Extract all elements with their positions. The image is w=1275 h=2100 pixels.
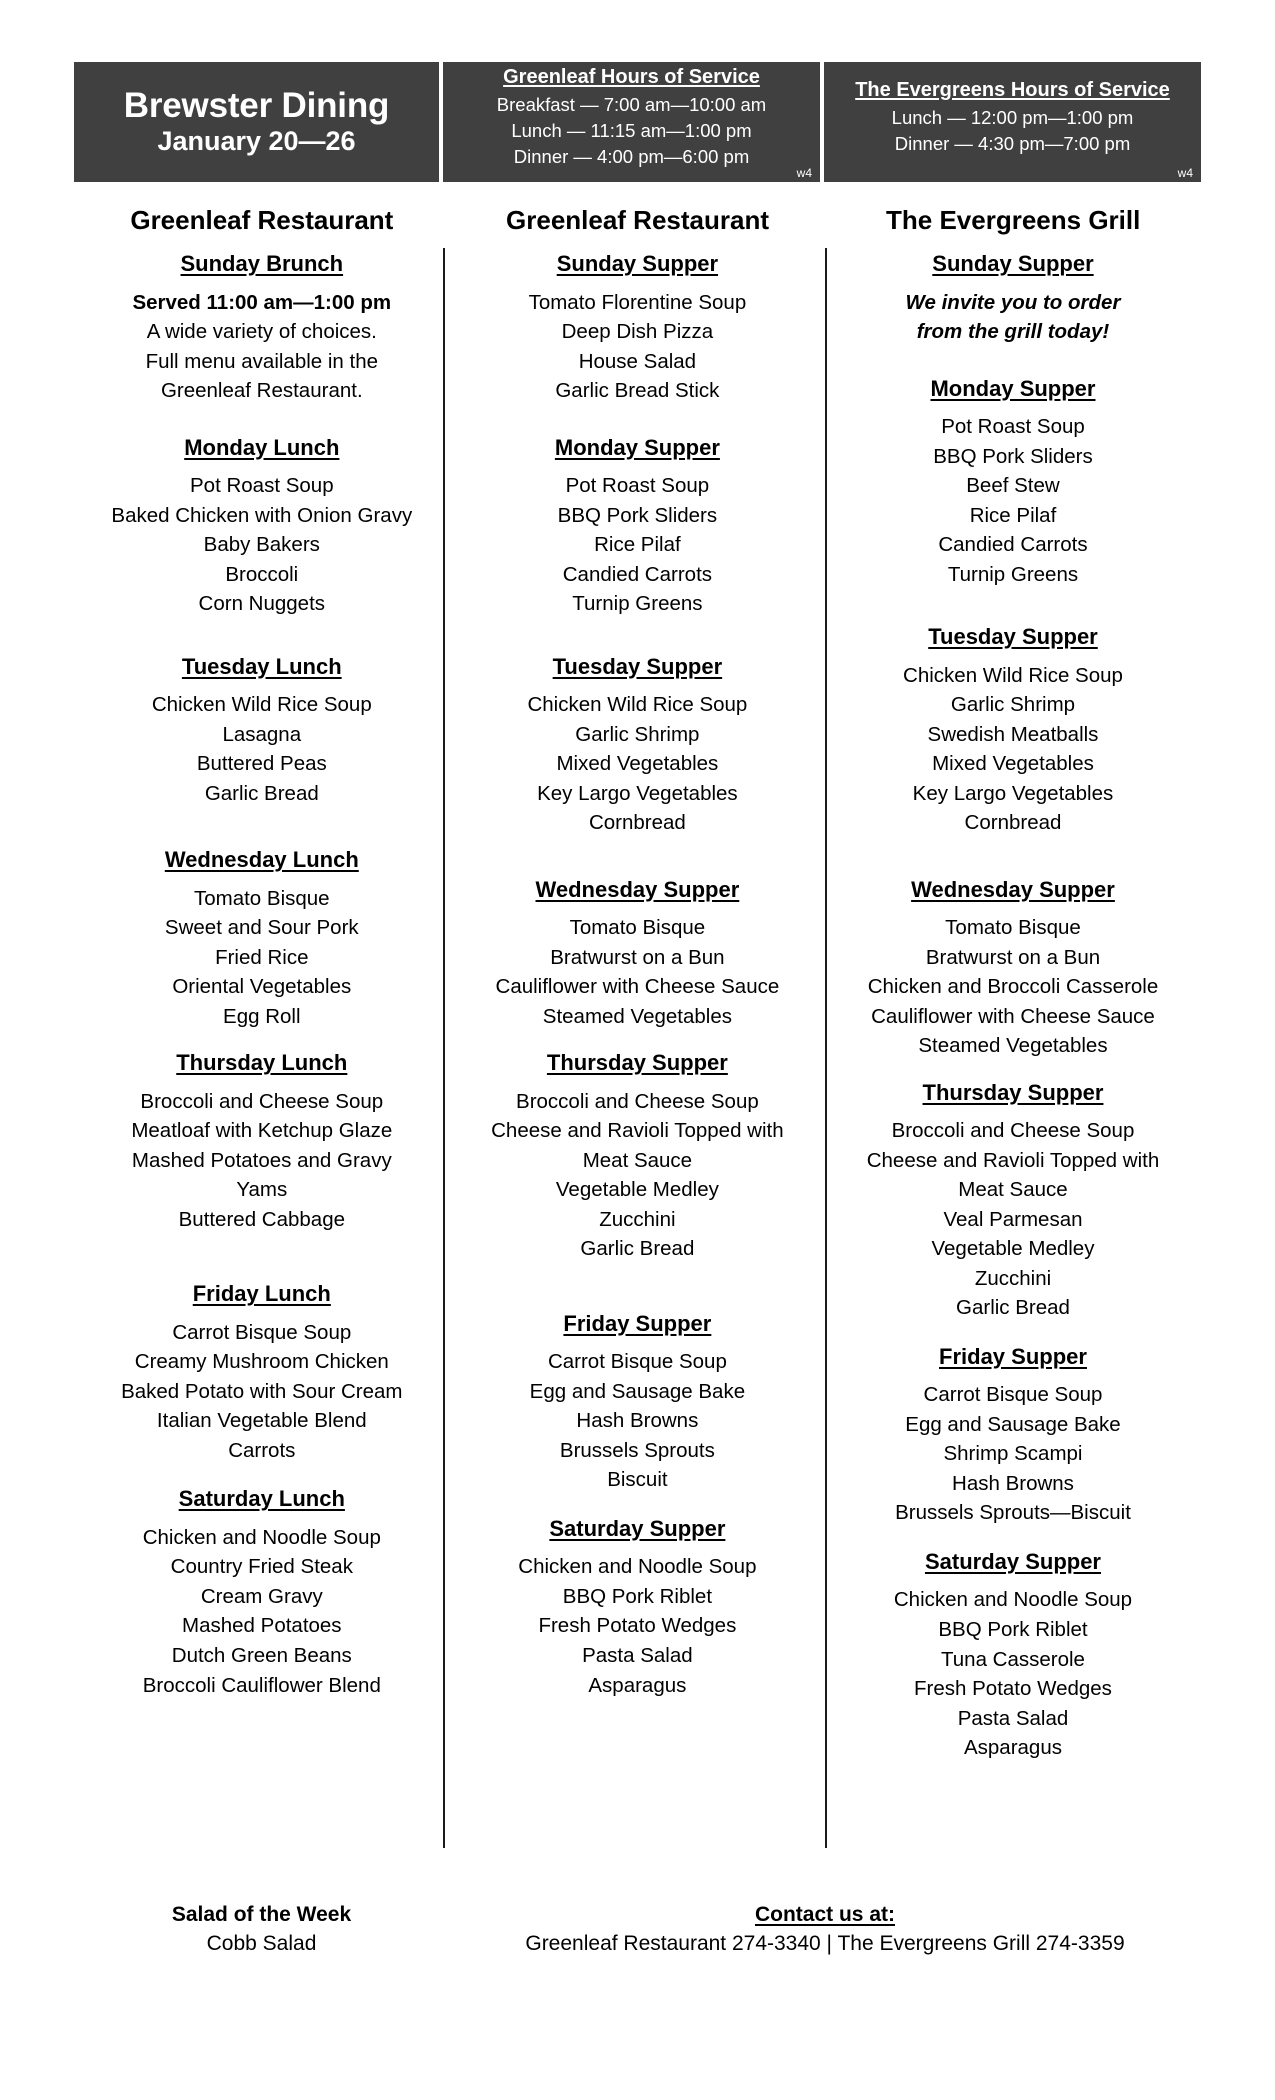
menu-item: Greenleaf Restaurant.: [160, 379, 363, 403]
menu-item: Pot Roast Soup: [190, 474, 334, 498]
menu-item: Tuna Casserole: [941, 1647, 1085, 1671]
menu-item: Candied Carrots: [562, 562, 713, 586]
menu-item: Deep Dish Pizza: [561, 320, 714, 344]
menu-item: Carrot Bisque Soup: [923, 1383, 1103, 1407]
section-heading: Wednesday Lunch: [164, 847, 359, 873]
section-spacer: [460, 1264, 816, 1310]
menu-item: Broccoli Cauliflower Blend: [142, 1673, 381, 1697]
contact-phone-numbers: Greenleaf Restaurant 274-3340 | The Evergreens Grill 274-3359: [525, 1932, 1125, 1956]
menu-item: Garlic Bread: [204, 781, 319, 805]
section-heading: Friday Lunch: [192, 1281, 331, 1307]
menu-item: Tomato Bisque: [569, 916, 706, 940]
menu-item: Meatloaf with Ketchup Glaze: [131, 1119, 393, 1143]
menu-item: Fresh Potato Wedges: [538, 1614, 737, 1638]
section-spacer: [460, 619, 816, 653]
salad-of-the-week-block: [74, 1900, 449, 1960]
footer: [74, 1900, 1201, 1960]
section-heading: Friday Supper: [939, 1343, 1087, 1369]
header-band: [74, 62, 1201, 182]
evergreens-hours-lunch: Lunch — 12:00 pm—1:00 pm: [891, 106, 1134, 128]
menu-item: Turnip Greens: [572, 592, 703, 616]
menu-section: [460, 1515, 816, 1700]
venue-heading-1: Greenleaf Restaurant: [130, 205, 394, 235]
menu-item: Corn Nuggets: [198, 592, 326, 616]
section-heading: Thursday Lunch: [176, 1050, 348, 1076]
menu-item: Vegetable Medley: [555, 1178, 719, 1202]
menu-item: Broccoli and Cheese Soup: [891, 1119, 1135, 1143]
menu-section: [460, 1310, 816, 1495]
greenleaf-hours-panel: [443, 62, 820, 182]
menu-section: [460, 653, 816, 838]
section-spacer: [84, 1234, 440, 1280]
menu-item: Chicken and Broccoli Casserole: [867, 975, 1159, 999]
menu-item: Chicken and Noodle Soup: [893, 1588, 1133, 1612]
section-spacer: [460, 406, 816, 434]
menu-item: Baby Bakers: [203, 533, 320, 557]
menu-item: BBQ Pork Riblet: [562, 1584, 713, 1608]
menu-item: Sweet and Sour Pork: [164, 916, 359, 940]
menu-item: Pasta Salad: [582, 1644, 693, 1667]
menu-item: Hash Browns: [576, 1409, 699, 1433]
menu-column-1: [74, 250, 450, 1763]
section-heading: Tuesday Supper: [552, 653, 723, 679]
section-spacer: [835, 1323, 1191, 1343]
menu-item: Egg Roll: [223, 1004, 301, 1028]
menu-item: Steamed Vegetables: [918, 1034, 1108, 1058]
section-heading: Saturday Supper: [549, 1515, 726, 1541]
date-range: January 20—26: [157, 126, 356, 157]
menu-item: Brussels Sprouts: [559, 1438, 715, 1462]
menu-section: [460, 1049, 816, 1264]
menu-section: [84, 653, 440, 809]
venue-heading-3: The Evergreens Grill: [886, 205, 1141, 235]
venue-heading-2: Greenleaf Restaurant: [506, 205, 769, 235]
evergreens-hours-dinner: Dinner — 4:30 pm—7:00 pm: [894, 133, 1131, 154]
menu-item: Cauliflower with Cheese Sauce: [495, 975, 780, 999]
greenleaf-hours-dinner: Dinner — 4:00 pm—6:00 pm: [513, 146, 750, 168]
menu-item: Veal Parmesan: [943, 1207, 1083, 1231]
menu-item: Chicken Wild Rice Soup: [903, 663, 1123, 687]
menu-section: [84, 1280, 440, 1465]
page-title: Brewster Dining: [123, 86, 390, 126]
section-heading: Sunday Brunch: [180, 251, 344, 276]
section-heading: Monday Supper: [930, 375, 1096, 401]
section-heading: Thursday Supper: [922, 1079, 1104, 1105]
menu-item: Fried Rice: [215, 945, 309, 969]
menu-section: [460, 434, 816, 619]
menu-item: Hash Browns: [952, 1471, 1074, 1495]
menu-item: Cheese and Ravioli Topped with: [866, 1148, 1160, 1172]
section-heading: Monday Supper: [554, 434, 720, 460]
section-heading: Thursday Supper: [546, 1050, 728, 1076]
menu-item: Cornbread: [588, 811, 686, 835]
evergreens-hours-title: The Evergreens Hours of Service: [855, 78, 1170, 101]
menu-section: [835, 375, 1191, 590]
menu-item: BBQ Pork Riblet: [938, 1618, 1088, 1641]
section-spacer: [84, 406, 440, 434]
salad-of-the-week-title: Salad of the Week: [171, 1903, 352, 1926]
menu-item: Yams: [236, 1178, 288, 1202]
menu-item: Buttered Peas: [196, 752, 327, 776]
section-heading: Tuesday Supper: [928, 624, 1098, 650]
section-spacer: [460, 1031, 816, 1049]
menu-columns: [74, 250, 1201, 1763]
menu-section: [835, 1079, 1191, 1323]
menu-item: Shrimp Scampi: [943, 1442, 1083, 1466]
menu-item: Turnip Greens: [947, 562, 1079, 586]
menu-item: Swedish Meatballs: [927, 722, 1099, 746]
menu-section: [84, 846, 440, 1031]
menu-item: Chicken and Noodle Soup: [518, 1555, 757, 1579]
menu-item: Cauliflower with Cheese Sauce: [871, 1004, 1155, 1028]
section-heading: Sunday Supper: [556, 251, 719, 276]
section-heading: Monday Lunch: [184, 434, 340, 460]
menu-item: Italian Vegetable Blend: [156, 1409, 367, 1433]
menu-item: Pot Roast Soup: [941, 415, 1085, 439]
menu-section: [460, 250, 816, 406]
section-spacer: [835, 838, 1191, 876]
section-heading: Tuesday Lunch: [181, 653, 342, 679]
menu-item: Full menu available in the: [145, 349, 379, 373]
menu-item: Pot Roast Soup: [565, 474, 710, 498]
menu-item: Broccoli and Cheese Soup: [140, 1089, 384, 1113]
menu-section: [835, 876, 1191, 1061]
menu-item: Mixed Vegetables: [932, 752, 1094, 776]
menu-item: Tomato Bisque: [193, 886, 330, 910]
menu-item: Egg and Sausage Bake: [905, 1412, 1121, 1436]
menu-item: Lasagna: [222, 722, 302, 746]
menu-item: Chicken Wild Rice Soup: [151, 693, 372, 717]
evergreens-hours-panel: [824, 62, 1201, 182]
menu-item: Mashed Potatoes and Gravy: [131, 1148, 392, 1172]
menu-section: [84, 1485, 440, 1700]
menu-section: [84, 434, 440, 619]
section-spacer: [84, 1031, 440, 1049]
menu-item: Candied Carrots: [938, 533, 1088, 557]
menu-section: [84, 250, 440, 406]
menu-item: Meat Sauce: [582, 1148, 693, 1172]
watermark-greenleaf: w4: [796, 166, 812, 180]
menu-item: Fresh Potato Wedges: [914, 1677, 1112, 1701]
menu-item: Carrot Bisque Soup: [547, 1350, 727, 1374]
menu-item: BBQ Pork Sliders: [933, 444, 1093, 468]
menu-item: Cream Gravy: [200, 1584, 323, 1608]
menu-item: Rice Pilaf: [594, 533, 681, 557]
contact-title: Contact us at:: [754, 1903, 895, 1926]
section-spacer: [835, 1528, 1191, 1548]
menu-item: Steamed Vegetables: [542, 1004, 732, 1028]
menu-item: Baked Chicken with Onion Gravy: [111, 503, 413, 527]
menu-item: House Salad: [578, 349, 697, 373]
menu-item: Rice Pilaf: [969, 503, 1057, 527]
menu-item: Key Largo Vegetables: [912, 781, 1114, 805]
section-heading: Wednesday Supper: [535, 876, 740, 902]
menu-item: Creamy Mushroom Chicken: [134, 1350, 389, 1374]
menu-item: Key Largo Vegetables: [537, 781, 738, 805]
menu-item: Mixed Vegetables: [556, 752, 719, 776]
menu-item: Tomato Bisque: [945, 916, 1081, 940]
menu-item: Buttered Cabbage: [178, 1207, 345, 1231]
section-spacer: [460, 1495, 816, 1515]
menu-item: Bratwurst on a Bun: [550, 945, 725, 969]
section-spacer: [84, 1465, 440, 1485]
greenleaf-hours-title: Greenleaf Hours of Service: [503, 65, 760, 88]
menu-item: Tomato Florentine Soup: [528, 290, 747, 314]
menu-item: Garlic Bread: [956, 1296, 1070, 1320]
section-heading: Friday Supper: [563, 1310, 712, 1336]
section-heading: Wednesday Supper: [911, 876, 1115, 902]
menu-item: Dutch Green Beans: [171, 1644, 352, 1667]
menu-column-2: [450, 250, 826, 1763]
menu-item: Biscuit: [607, 1468, 668, 1492]
menu-item: Carrot Bisque Soup: [172, 1320, 352, 1344]
menu-item: Chicken and Noodle Soup: [142, 1525, 381, 1549]
greenleaf-hours-lunch: Lunch — 11:15 am—1:00 pm: [511, 119, 752, 141]
menu-item: Served 11:00 am—1:00 pm: [132, 290, 392, 314]
menu-item: from the grill today!: [916, 320, 1110, 344]
menu-item: Zucchini: [974, 1266, 1052, 1290]
title-panel: [74, 62, 439, 182]
menu-item: Meat Sauce: [958, 1178, 1068, 1202]
section-heading: Saturday Supper: [924, 1548, 1101, 1574]
menu-section: [835, 1548, 1191, 1763]
menu-item: Garlic Shrimp: [575, 722, 700, 746]
menu-section: [835, 1343, 1191, 1528]
menu-item: Cornbread: [964, 811, 1062, 835]
menu-item: Chicken Wild Rice Soup: [527, 693, 748, 717]
menu-item: Mashed Potatoes: [182, 1614, 342, 1638]
menu-item: Cheese and Ravioli Topped with: [491, 1119, 784, 1143]
salad-of-the-week-value: Cobb Salad: [206, 1932, 317, 1956]
menu-item: Beef Stew: [966, 474, 1060, 498]
menu-section: [84, 1049, 440, 1234]
menu-item: Oriental Vegetables: [172, 975, 352, 999]
menu-item: Baked Potato with Sour Cream: [121, 1379, 403, 1403]
menu-item: Garlic Bread: [580, 1237, 695, 1261]
menu-item: Vegetable Medley: [931, 1237, 1095, 1261]
menu-item: Country Fried Steak: [170, 1555, 353, 1579]
greenleaf-hours-breakfast: Breakfast — 7:00 am—10:00 am: [496, 93, 767, 115]
menu-item: Asparagus: [963, 1736, 1062, 1760]
menu-item: BBQ Pork Sliders: [557, 503, 718, 527]
watermark-evergreens: w4: [1177, 166, 1193, 180]
menu-item: Zucchini: [599, 1207, 676, 1231]
menu-item: Bratwurst on a Bun: [925, 945, 1101, 969]
section-spacer: [835, 1061, 1191, 1079]
menu-item: Carrots: [228, 1438, 296, 1462]
section-heading: Sunday Supper: [932, 251, 1094, 276]
menu-section: [835, 623, 1191, 838]
venue-headings-row: [74, 205, 1201, 236]
contact-block: [449, 1900, 1201, 1960]
menu-item: Broccoli: [225, 562, 299, 586]
menu-item: Garlic Bread Stick: [555, 379, 720, 403]
section-spacer: [835, 589, 1191, 623]
menu-item: Egg and Sausage Bake: [529, 1379, 746, 1403]
menu-item: We invite you to order: [905, 290, 1121, 314]
menu-item: Garlic Shrimp: [950, 693, 1076, 717]
menu-item: Broccoli and Cheese Soup: [516, 1089, 759, 1113]
section-spacer: [835, 347, 1191, 375]
menu-item: A wide variety of choices.: [146, 320, 377, 344]
menu-column-3: [825, 250, 1201, 1763]
menu-section: [835, 250, 1191, 347]
menu-section: [460, 876, 816, 1032]
section-spacer: [84, 619, 440, 653]
section-heading: Saturday Lunch: [178, 1486, 345, 1512]
menu-item: Brussels Sprouts—Biscuit: [895, 1501, 1131, 1525]
section-spacer: [460, 838, 816, 876]
menu-item: Asparagus: [588, 1673, 687, 1697]
menu-item: Pasta Salad: [957, 1706, 1069, 1730]
section-spacer: [84, 808, 440, 846]
